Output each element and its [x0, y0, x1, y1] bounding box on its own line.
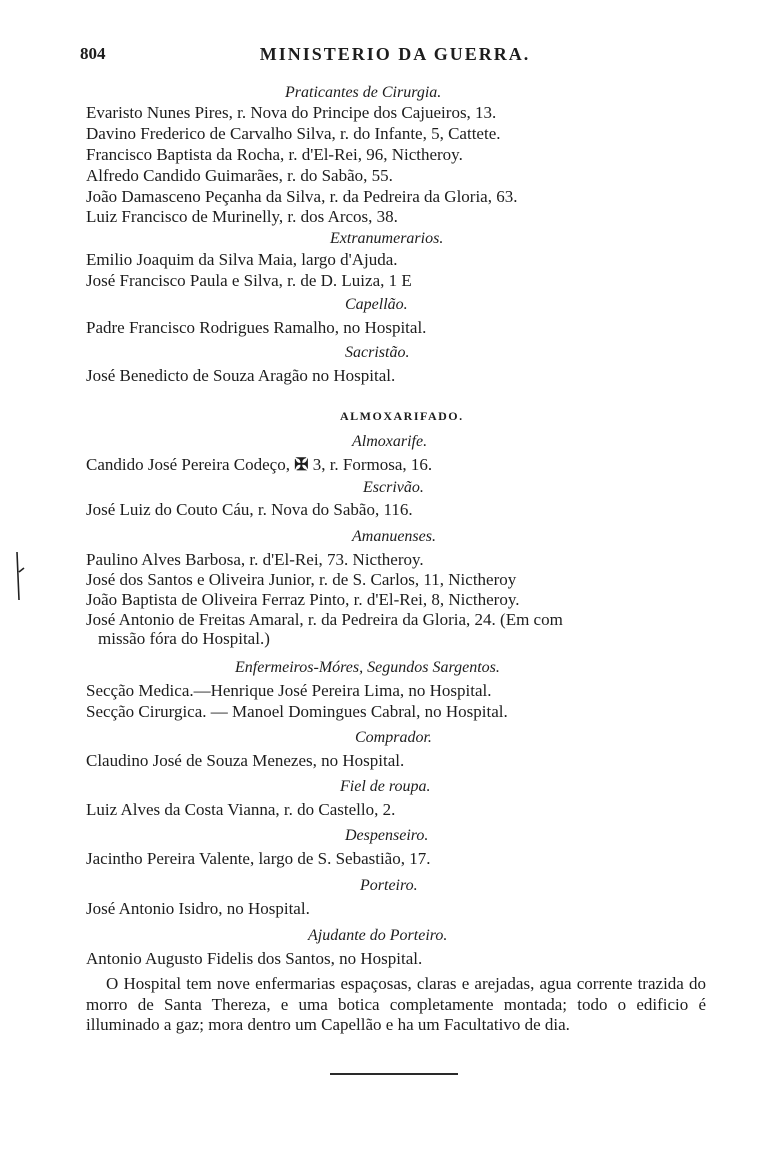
subsection-caption: Ajudante do Porteiro.	[308, 927, 448, 944]
subsection-caption: Amanuenses.	[352, 528, 436, 545]
subsection-caption: Sacristão.	[345, 344, 410, 361]
entry-line: Antonio Augusto Fidelis dos Santos, no Hospital.	[86, 949, 423, 968]
subsection-caption: Despenseiro.	[345, 827, 429, 844]
entry-line: Davino Frederico de Carvalho Silva, r. do Infante, 5, Cattete.	[86, 124, 501, 143]
entry-line: Secção Medica.—Henrique José Pereira Lima, no Hospital.	[86, 681, 492, 700]
subsection-caption: Fiel de roupa.	[340, 778, 431, 795]
entry-line: João Damasceno Peçanha da Silva, r. da Pedreira da Gloria, 63.	[86, 187, 518, 206]
entry-line: Luiz Francisco de Murinelly, r. dos Arcos, 38.	[86, 207, 398, 226]
subsection-caption: Comprador.	[355, 729, 432, 746]
subsection-caption: Extranumerarios.	[330, 230, 444, 247]
cross-icon: ✠	[294, 455, 309, 474]
subsection-caption: Capellão.	[345, 296, 408, 313]
running-title: MINISTERIO DA GUERRA.	[259, 44, 531, 64]
closing-paragraph: O Hospital tem nove enfermarias espaçosas, claras e arejadas, agua corrente trazida do morro de Santa Thereza, e uma botica completamente montada; todo o edificio é illuminado a gaz; mora dentro um Capellão e ha um Facultativo de dia.	[86, 974, 706, 1034]
page-header	[80, 44, 710, 68]
subsection-caption: Praticantes de Cirurgia.	[285, 84, 442, 101]
entry-line: José Antonio Isidro, no Hospital.	[86, 899, 310, 918]
subsection-caption: Porteiro.	[360, 877, 418, 894]
subsection-caption: Escrivão.	[363, 479, 424, 496]
subsection-caption: Enfermeiros-Móres, Segundos Sargentos.	[235, 659, 500, 676]
entry-line: Claudino José de Souza Menezes, no Hospital.	[86, 751, 405, 770]
entry-line: Francisco Baptista da Rocha, r. d'El-Rei, 96, Nictheroy.	[86, 145, 463, 164]
entry-line: Paulino Alves Barbosa, r. d'El-Rei, 73. Nictheroy.	[86, 550, 424, 569]
entry-line: José Francisco Paula e Silva, r. de D. Luiza, 1 E	[86, 271, 412, 290]
entry-line: Padre Francisco Rodrigues Ramalho, no Hospital.	[86, 318, 427, 337]
entry-line	[86, 455, 432, 475]
entry-text: 3, r. Formosa, 16.	[312, 455, 433, 474]
entry-line: Jacintho Pereira Valente, largo de S. Sebastião, 17.	[86, 849, 431, 868]
section-heading: ALMOXARIFADO.	[340, 409, 464, 423]
entry-line: José dos Santos e Oliveira Junior, r. de S. Carlos, 11, Nictheroy	[86, 570, 517, 589]
entry-line: José Luiz do Couto Cáu, r. Nova do Sabão, 116.	[86, 500, 413, 519]
margin-mark-icon	[12, 550, 26, 602]
entry-text: Candido José Pereira Codeço,	[86, 455, 290, 474]
entry-line: José Benedicto de Souza Aragão no Hospital.	[86, 366, 396, 385]
entry-line: Evaristo Nunes Pires, r. Nova do Principe dos Cajueiros, 13.	[86, 103, 497, 122]
entry-line: José Antonio de Freitas Amaral, r. da Pedreira da Gloria, 24. (Em com	[86, 610, 563, 629]
entry-line: Secção Cirurgica. — Manoel Domingues Cabral, no Hospital.	[86, 702, 508, 721]
subsection-caption: Almoxarife.	[352, 433, 428, 450]
entry-text: missão fóra do Hospital.)	[98, 629, 270, 648]
entry-line: Alfredo Candido Guimarães, r. do Sabão, 55.	[86, 166, 393, 185]
entry-line: João Baptista de Oliveira Ferraz Pinto, r. d'El-Rei, 8, Nictheroy.	[86, 590, 520, 609]
entry-line: Luiz Alves da Costa Vianna, r. do Castello, 2.	[86, 800, 396, 819]
page-number: 804	[80, 44, 106, 63]
entry-line-continuation	[86, 629, 270, 649]
end-rule	[330, 1073, 458, 1075]
entry-line: Emilio Joaquim da Silva Maia, largo d'Ajuda.	[86, 250, 398, 269]
